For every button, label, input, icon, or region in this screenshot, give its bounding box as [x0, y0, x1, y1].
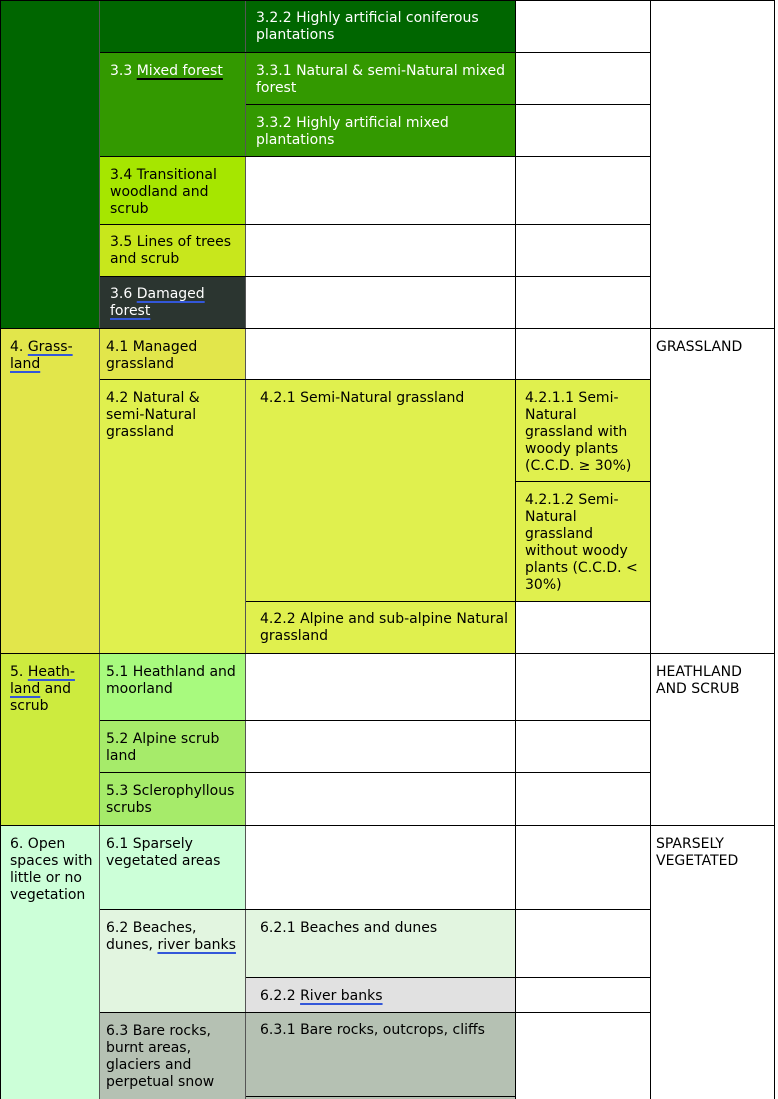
grid-line — [99, 0, 100, 1099]
cell-4-grassland: 4. Grass-land — [0, 329, 100, 654]
grid-line — [0, 825, 775, 826]
cell-6-1: 6.1 Sparsely vegetated areas — [100, 826, 246, 910]
grid-line — [100, 224, 650, 225]
grid-line — [100, 772, 650, 773]
grid-line — [245, 0, 246, 1099]
grid-line — [246, 977, 650, 978]
cell-3-4: 3.4 Transitional woodland and scrub — [100, 157, 246, 225]
grid-line — [100, 1012, 650, 1013]
cell-4-2-1-1: 4.2.1.1 Semi-Natural grassland with woody plants (C.C.D. ≥ 30%) — [515, 380, 650, 482]
grid-line — [246, 104, 650, 105]
grid-line — [100, 379, 650, 380]
open-spaces-category: SPARSELY VEGETATED — [656, 836, 739, 869]
cell-6-2-1: 6.2.1 Beaches and dunes — [246, 910, 515, 978]
cell-3-6: 3.6 Damaged forest — [100, 277, 246, 329]
grid-line — [0, 0, 775, 1]
mixed-forest-link[interactable]: Mixed forest — [136, 63, 223, 79]
cell-3-3-2: 3.3.2 Highly artificial mixed plantations — [246, 105, 515, 157]
cell-3-3-1: 3.3.1 Natural & semi-Natural mixed forest — [246, 53, 515, 105]
cell-6-3-1: 6.3.1 Bare rocks, outcrops, cliffs — [246, 1013, 515, 1099]
forest-level2-blank-cell — [100, 0, 246, 53]
cell-6-2: 6.2 Beaches, dunes, river banks — [100, 910, 246, 1013]
grid-line — [100, 156, 650, 157]
heathland-link[interactable]: Heath-land — [10, 664, 75, 697]
grid-line — [246, 1096, 515, 1097]
cell-5-heathland: 5. Heath-land and scrub — [0, 654, 100, 826]
forest-level1-cell — [0, 0, 100, 329]
cell-6-open-spaces: 6. Open spaces with little or no vegetation — [0, 826, 100, 1099]
cell-5-1: 5.1 Heathland and moorland — [100, 654, 246, 721]
cell-4-1: 4.1 Managed grassland — [100, 329, 246, 380]
cell-4-2-1-2: 4.2.1.2 Semi-Natural grassland without woody plants (C.C.D. < 30%) — [515, 482, 650, 602]
cell-4-2-1: 4.2.1 Semi-Natural grassland — [246, 380, 515, 602]
grid-line — [515, 0, 516, 1099]
cell-4-2: 4.2 Natural & semi-Natural grassland — [100, 380, 246, 654]
grid-line — [774, 0, 775, 1099]
grid-line — [100, 720, 650, 721]
heathland-category: HEATHLAND AND SCRUB — [656, 664, 742, 697]
grid-line — [100, 52, 650, 53]
grid-line — [650, 0, 651, 1099]
grid-line — [100, 276, 650, 277]
grassland-category: GRASSLAND — [656, 339, 743, 355]
cell-3-2-2: 3.2.2 Highly artificial coniferous plantations — [246, 0, 515, 53]
grid-line — [0, 653, 775, 654]
grid-line — [0, 0, 1, 1099]
grid-line — [515, 481, 650, 482]
cell-3-3: 3.3 Mixed forest — [100, 53, 246, 157]
cell-3-5: 3.5 Lines of trees and scrub — [100, 225, 246, 277]
cell-4-2-2: 4.2.2 Alpine and sub-alpine Natural grassland — [246, 602, 515, 654]
cell-6-2-2: 6.2.2 River banks — [246, 978, 515, 1013]
river-banks-link[interactable]: river banks — [157, 937, 236, 953]
grid-line — [246, 601, 650, 602]
grid-line — [0, 328, 775, 329]
cell-6-3: 6.3 Bare rocks, burnt areas, glaciers and perpetual snow — [100, 1013, 246, 1099]
river-banks-sub-link[interactable]: River banks — [300, 988, 383, 1004]
grid-line — [100, 909, 650, 910]
grassland-link[interactable]: Grass-land — [10, 339, 73, 372]
cell-5-3: 5.3 Sclerophyllous scrubs — [100, 773, 246, 826]
damaged-forest-link[interactable]: Damaged forest — [110, 286, 205, 319]
cell-5-2: 5.2 Alpine scrub land — [100, 721, 246, 773]
